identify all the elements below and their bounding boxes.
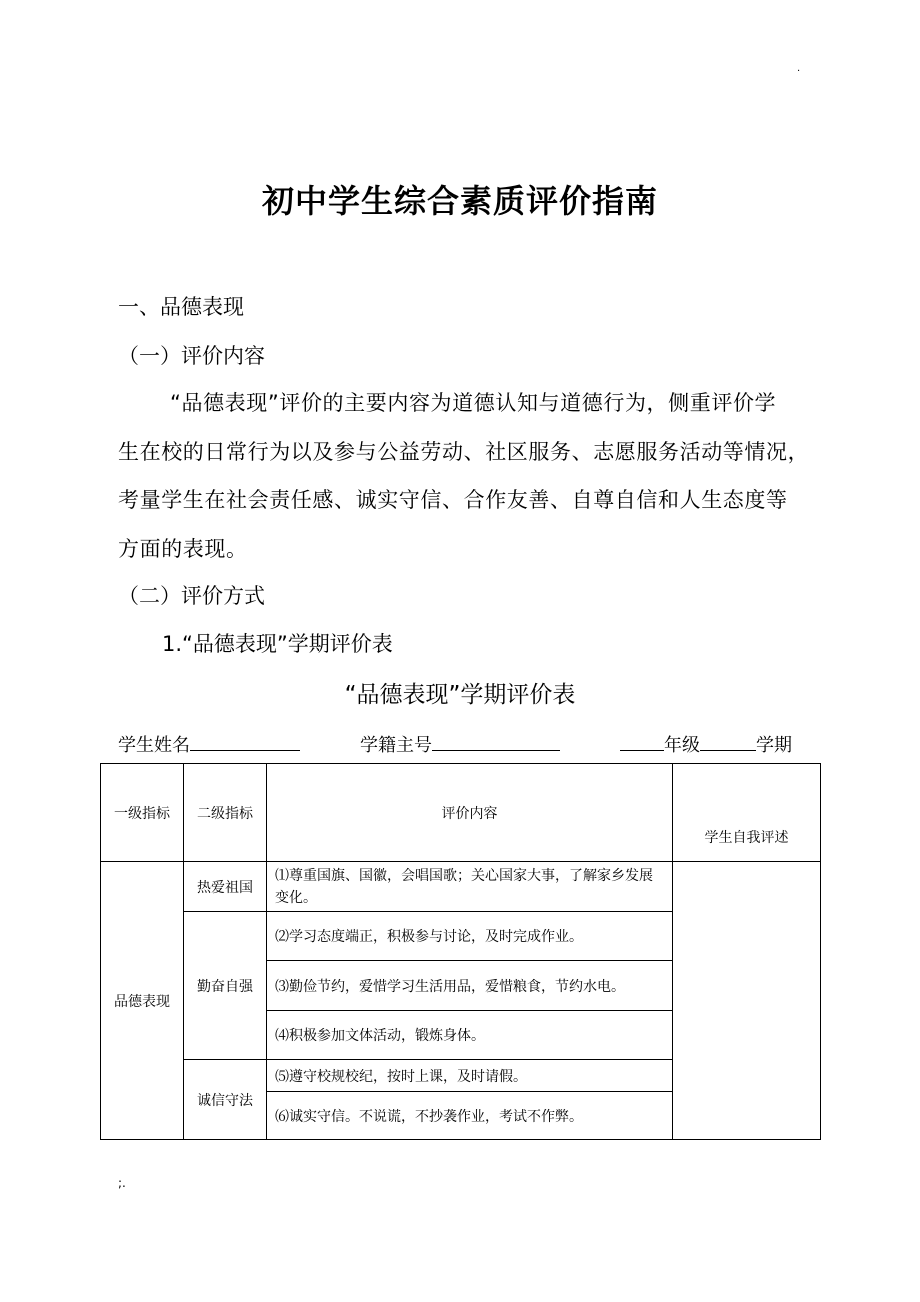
content-cell: ⑶勤俭节约，爱惜学习生活用品，爱惜粮食，节约水电。: [267, 961, 673, 1011]
footer-mark: ;.: [118, 1176, 126, 1190]
header-level1: 一级指标: [101, 764, 184, 862]
level2-cell: 热爱祖国: [184, 862, 267, 912]
student-id-blank[interactable]: [432, 732, 560, 751]
self-review-cell[interactable]: [673, 862, 821, 1140]
page-title: 初中学生综合素质评价指南: [261, 182, 658, 220]
student-name-field: [118, 731, 300, 757]
table-title: “品德表现”学期评价表: [344, 682, 576, 708]
student-name-label: 学生姓名: [118, 735, 190, 756]
level2-cell: 诚信守法: [184, 1060, 267, 1140]
level2-cell: 勤奋自强: [184, 912, 267, 1060]
term-blank[interactable]: [700, 732, 756, 751]
list-item-1: 1.“品德表现”学期评价表: [162, 632, 393, 656]
content-cell: ⑷积极参加文体活动，锻炼身体。: [267, 1011, 673, 1060]
paragraph-line-2: 生在校的日常行为以及参与公益劳动、社区服务、志愿服务活动等情况，: [118, 440, 810, 464]
paragraph-line-4: 方面的表现。: [118, 537, 248, 561]
corner-mark: ·: [797, 66, 801, 77]
paragraph-line-1: “品德表现”评价的主要内容为道德认知与道德行为，侧重评价学: [170, 391, 777, 415]
section-heading: 一、品德表现: [118, 295, 244, 319]
subsection-heading-method: （二）评价方式: [118, 584, 265, 608]
content-cell: ⑵学习态度端正，积极参与讨论，及时完成作业。: [267, 912, 673, 961]
table-row: [101, 862, 821, 912]
content-cell: ⑹诚实守信。不说谎，不抄袭作业，考试不作弊。: [267, 1092, 673, 1140]
content-cell: ⑴尊重国旗、国徽，会唱国歌；关心国家大事，了解家乡发展变化。: [267, 862, 673, 912]
student-id-label: 学籍主号: [360, 735, 432, 756]
level1-cell: 品德表现: [101, 862, 184, 1140]
student-id-field: [360, 731, 560, 757]
grade-term-field: [620, 731, 792, 757]
subsection-heading-content: （一）评价内容: [118, 344, 265, 368]
evaluation-table: [100, 763, 821, 1140]
grade-blank[interactable]: [620, 732, 664, 751]
term-label: 学期: [756, 735, 792, 756]
grade-label: 年级: [664, 735, 700, 756]
header-self-review: 学生自我评述: [673, 764, 821, 862]
header-level2: 二级指标: [184, 764, 267, 862]
student-name-blank[interactable]: [190, 732, 300, 751]
header-content: 评价内容: [267, 764, 673, 862]
table-header-row: [101, 764, 821, 862]
content-cell: ⑸遵守校规校纪，按时上课，及时请假。: [267, 1060, 673, 1092]
paragraph-line-3: 考量学生在社会责任感、诚实守信、合作友善、自尊自信和人生态度等: [118, 488, 788, 512]
